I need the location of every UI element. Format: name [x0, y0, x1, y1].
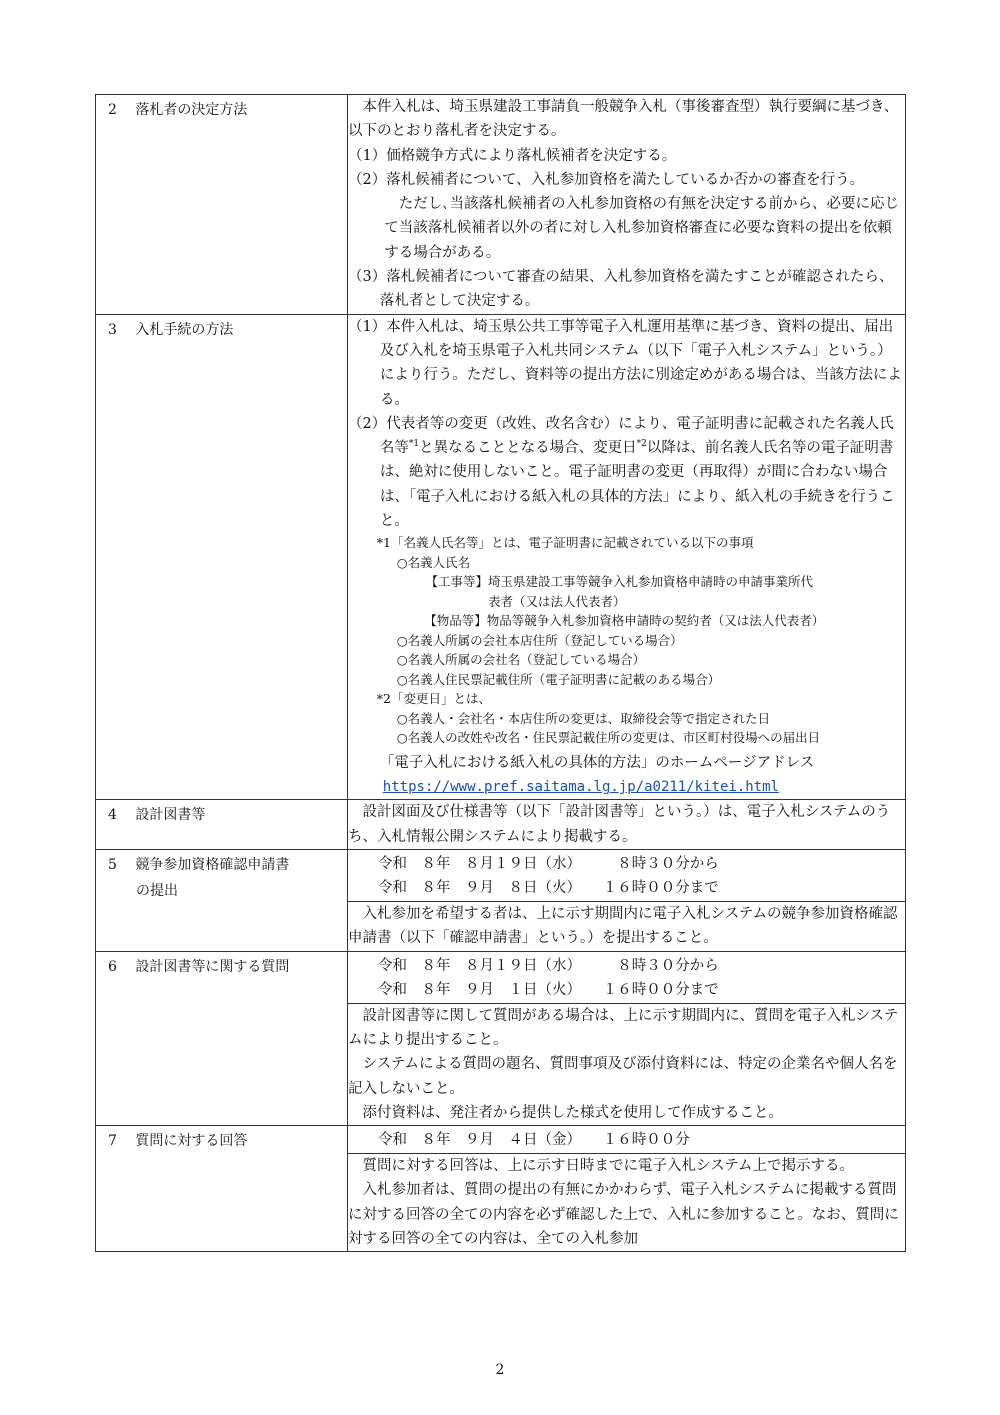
- section-7-heading-cell: [96, 1126, 348, 1252]
- section-3-title: 入札手続の方法: [135, 321, 234, 338]
- section-3-item-1: （1）本件入札は、埼玉県公共工事等電子入札運用基準に基づき、資料の提出、届出及び入札を埼玉県電子入札共同システム（以下「電子入札システム」という。）により行う。ただし、資料等の提出方法に別途定めがある場合は、当該方法による。: [348, 318, 902, 408]
- document-table: [95, 94, 906, 1252]
- section-4-body: [348, 800, 906, 850]
- section-4-text: 設計図面及び仕様書等（以下「設計図書等」という。）は、電子入札システムのうち、入札情報公開システムにより掲載する。: [348, 804, 891, 845]
- footnote-ref-2: *2: [636, 439, 647, 450]
- section-4-heading-cell: [96, 800, 348, 850]
- section-4-number: 4: [108, 807, 117, 824]
- page-number: 2: [495, 1362, 505, 1378]
- section-6-from: 令和 ８年 ８月１９日（水） ８時３０分から: [378, 957, 719, 974]
- note-1-company-address: ○名義人所属の会社本店住所（登記している場合）: [396, 632, 683, 648]
- section-3-item-2-text-c: 以降は、前名義人氏名等の電子証明書は、絶対に使用しないこと。電子証明書の変更（再取得）が間に合わない場合は、「電子入札における紙入札の具体的方法」により、紙入札の手続きを行うこと。: [379, 440, 895, 530]
- section-6-text-2: システムによる質問の題名、質問事項及び添付資料には、特定の企業名や個人名を記入しないこと。: [348, 1056, 898, 1097]
- section-6-schedule: [348, 951, 906, 1003]
- section-3-item-2-text-a: （2）代表者等の変更（改姓、改名含む）により、電子証明書に記載された名義人氏名等: [348, 415, 894, 457]
- section-2-item-2-sub: ただし､当該落札候補者の入札参加資格の有無を決定する前から、必要に応じて当該落札候補者以外の者に対し入札参加資格審査に必要な資料の提出を依頼する場合がある。: [384, 196, 899, 261]
- section-5-schedule: [348, 850, 906, 902]
- section-2-intro: 本件入札は、埼玉県建設工事請負一般競争入札（事後審査型）執行要綱に基づき、以下のとおり落札者を決定する。: [348, 99, 899, 140]
- footnote-ref-1: *1: [408, 439, 420, 450]
- section-3-item-2: [348, 412, 905, 533]
- section-7-text-1: 質問に対する回答は、上に示す日時までに電子入札システム上で掲示する。: [362, 1158, 855, 1175]
- section-5-to: 令和 ８年 ９月 ８日（火） １６時００分まで: [378, 880, 719, 897]
- note-1-works-cont: 表者（又は法人代表者）: [488, 593, 626, 609]
- section-5-title: 競争参加資格確認申請書: [135, 857, 290, 874]
- note-1-resident-address: ○名義人住民票記載住所（電子証明書に記載のある場合）: [396, 671, 721, 687]
- section-4-title: 設計図書等: [135, 807, 206, 824]
- section-3-row: [96, 314, 906, 800]
- section-2-body: [348, 95, 906, 315]
- section-3-number: 3: [108, 321, 117, 338]
- section-6-title: 設計図書等に関する質問: [135, 958, 290, 975]
- section-5-text: 入札参加を希望する者は、上に示す期間内に電子入札システムの競争参加資格確認申請書（以下「確認申請書」という。）を提出すること。: [348, 906, 898, 947]
- section-7-schedule: [348, 1126, 906, 1154]
- section-7-title: 質問に対する回答: [135, 1133, 248, 1150]
- section-6-text-3: 添付資料は、発注者から提供した様式を使用して作成すること。: [362, 1104, 783, 1121]
- section-2-item-2: （2）落札候補者について、入札参加資格を満たしているか否かの審査を行う。: [348, 171, 865, 188]
- note-1-company-name: ○名義人所属の会社名（登記している場合）: [396, 652, 646, 668]
- section-7-number: 7: [108, 1133, 117, 1150]
- section-2-title: 落札者の決定方法: [135, 102, 248, 118]
- section-6-to: 令和 ８年 ９月 １日（火） １６時００分まで: [378, 981, 719, 998]
- section-5-row-a: [96, 850, 906, 902]
- section-2-row: [96, 95, 906, 315]
- section-6-body: [348, 1003, 906, 1125]
- section-5-from: 令和 ８年 ８月１９日（水） ８時３０分から: [378, 856, 719, 873]
- note-2-heading: *2「変更日」とは、: [376, 691, 491, 707]
- section-7-body: [348, 1154, 906, 1252]
- section-5-title-cont: の提出: [136, 883, 178, 900]
- section-7-date: 令和 ８年 ９月 ４日（金） １６時００分: [378, 1132, 690, 1149]
- note-2-company-change: ○名義人・会社名・本店住所の変更は、取締役会等で指定された日: [396, 710, 771, 726]
- section-2-item-3: （3）落札候補者について審査の結果、入札参加資格を満たすことが確認されたら、落札者として決定する。: [348, 269, 894, 310]
- section-7-row-a: [96, 1126, 906, 1154]
- section-2-item-1: （1）価格競争方式により落札候補者を決定する。: [348, 147, 677, 164]
- note-1-goods: 【物品等】物品等競争入札参加資格申請時の契約者（又は法人代表者）: [424, 613, 825, 629]
- section-2-number: 2: [108, 102, 117, 118]
- section-4-row: [96, 800, 906, 850]
- section-3-item-2-text-b: と異なることとなる場合、変更日: [419, 440, 637, 457]
- section-6-heading-cell: [96, 951, 348, 1125]
- section-7-text-2: 入札参加者は、質問の提出の有無にかかわらず、電子入札システムに掲載する質問に対する回答の全ての内容を必ず確認した上で、入札に参加すること。なお、質問に対する回答の全ての内容は、全ての入札参加: [348, 1182, 899, 1247]
- homepage-link[interactable]: https://www.pref.saitama.lg.jp/a0211/kitei.html: [382, 779, 779, 796]
- section-6-row-a: [96, 951, 906, 1003]
- section-5-body: [348, 902, 906, 952]
- note-2-name-change: ○名義人の改姓や改名・住民票記載住所の変更は、市区町村役場への届出日: [396, 730, 821, 746]
- note-1-heading: *1「名義人氏名等」とは、電子証明書に記載されている以下の事項: [376, 535, 754, 551]
- homepage-label: 「電子入札における紙入札の具体的方法」のホームページアドレス: [379, 754, 815, 771]
- section-2-heading-cell: [96, 95, 348, 315]
- note-1-name: ○名義人氏名: [396, 554, 471, 570]
- section-3-heading-cell: [96, 314, 348, 800]
- section-5-heading-cell: [96, 850, 348, 952]
- section-6-number: 6: [108, 958, 117, 975]
- section-6-text-1: 設計図書等に関して質問がある場合は、上に示す期間内に、質問を電子入札システムにより提出すること。: [348, 1007, 899, 1048]
- section-3-body: [348, 314, 906, 800]
- section-5-number: 5: [108, 857, 117, 874]
- note-1-works: 【工事等】埼玉県建設工事等競争入札参加資格申請時の申請事業所代: [425, 574, 814, 590]
